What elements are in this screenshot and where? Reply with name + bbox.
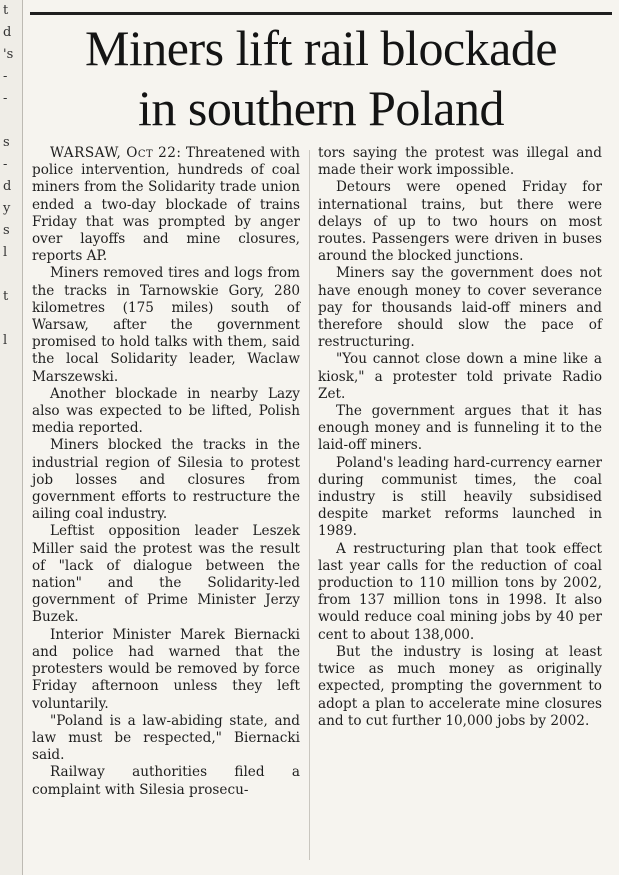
- margin-fragment: y: [3, 201, 11, 216]
- margin-fragment: [0, 374, 22, 396]
- margin-fragment: s: [3, 135, 10, 150]
- margin-fragment: -: [3, 157, 8, 172]
- headline-line-2: in southern Poland: [138, 80, 504, 136]
- dateline: WARSAW, Oct 22:: [50, 145, 182, 161]
- margin-fragment: [0, 638, 22, 660]
- paragraph: Railway authorities filed a complaint with Silesia prosecu-: [32, 764, 300, 798]
- margin-fragment: [0, 616, 22, 638]
- margin-fragment: [0, 726, 22, 748]
- paragraph: Poland's leading hard-currency earner during communist times, the coal industry is still heavily subsidised despite market reforms launched in 1989.: [318, 454, 602, 540]
- paragraph: tors saying the protest was illegal and made their work impossible.: [318, 145, 602, 179]
- paragraph: Miners removed tires and logs from the tracks in Tarnowskie Gory, 280 kilometres (175 miles) south of Warsaw, after the government promised to hold talks with them, said the local Solidarity leader, Waclaw Marszewski.: [32, 265, 300, 385]
- paragraph: A restructuring plan that took effect last year calls for the reduction of coal production to 110 million tons by 2002, from 137 million tons in 1998. It also would reduce coal mining jobs by 40 per cent to about 138,000.: [318, 540, 602, 643]
- margin-fragment: [0, 792, 22, 814]
- headline: [30, 18, 612, 138]
- top-rule: [30, 12, 612, 15]
- margin-fragment: [0, 594, 22, 616]
- margin-fragment: l: [3, 245, 8, 260]
- paragraph: "You cannot close down a mine like a kiosk," a protester told private Radio Zet.: [318, 351, 602, 402]
- margin-fragment: [0, 814, 22, 836]
- headline-line-1: Miners lift rail blockade: [84, 20, 558, 76]
- paragraph: But the industry is losing at least twice as much money as originally expected, prompting the government to adopt a plan to accelerate mine closures and to cut further 10,000 jobs by 2002.: [318, 643, 602, 729]
- article-column-left: [32, 145, 300, 799]
- margin-fragment: [0, 572, 22, 594]
- margin-fragment: [0, 660, 22, 682]
- margin-fragment: [0, 506, 22, 528]
- margin-fragment: [0, 110, 22, 132]
- margin-fragment: -: [3, 91, 8, 106]
- margin-fragment: t: [3, 3, 9, 18]
- column-divider: [309, 150, 310, 860]
- margin-fragment: [0, 528, 22, 550]
- margin-fragment: [0, 264, 22, 286]
- margin-fragment: [0, 682, 22, 704]
- paragraph-text: Threatened with police intervention, hundreds of coal miners from the Solidarity trade union ended a two-day blockade of trains Friday that was prompted by anger over layoffs and mine closures, reports AP.: [32, 145, 300, 265]
- paragraph: Miners say the government does not have enough money to cover severance pay for thousands laid-off miners and therefore should slow the pace of restructuring.: [318, 265, 602, 351]
- margin-fragment: [0, 352, 22, 374]
- article-column-right: [318, 145, 602, 730]
- paragraph: [32, 145, 300, 265]
- paragraph: Detours were opened Friday for international trains, but there were delays of up to two hours on most routes. Passengers were driven in buses around the blocked junctions.: [318, 179, 602, 265]
- paragraph: "Poland is a law-abiding state, and law must be respected," Biernacki said.: [32, 712, 300, 764]
- paragraph: The government argues that it has enough money and is funneling it to the laid-off miners.: [318, 403, 602, 454]
- paragraph: Interior Minister Marek Biernacki and police had warned that the protesters would be removed by force Friday afternoon unless they left voluntarily.: [32, 626, 300, 712]
- paragraph: Leftist opposition leader Leszek Miller said the protest was the result of "lack of dialogue between the nation" and the Solidarity-led government of Prime Minister Jerzy Buzek.: [32, 523, 300, 626]
- margin-fragment: l: [3, 333, 8, 348]
- margin-fragment: d: [3, 25, 12, 40]
- margin-fragment: t: [3, 289, 9, 304]
- adjacent-column-fragments: [0, 0, 23, 875]
- margin-fragment: [0, 462, 22, 484]
- margin-fragment: [0, 704, 22, 726]
- margin-fragment: [0, 748, 22, 770]
- margin-fragment: -: [3, 69, 8, 84]
- margin-fragment: 's: [3, 47, 14, 62]
- margin-fragment: [0, 308, 22, 330]
- margin-fragment: [0, 550, 22, 572]
- margin-fragment: [0, 418, 22, 440]
- paragraph: Miners blocked the tracks in the industrial region of Silesia to protest job losses and closures from government efforts to restructure the ailing coal industry.: [32, 437, 300, 523]
- margin-fragment: [0, 440, 22, 462]
- margin-fragment: [0, 484, 22, 506]
- margin-fragment: [0, 396, 22, 418]
- margin-fragment: d: [3, 179, 12, 194]
- margin-fragment: [0, 770, 22, 792]
- paragraph: Another blockade in nearby Lazy also was expected to be lifted, Polish media reported.: [32, 385, 300, 437]
- margin-fragment: s: [3, 223, 10, 238]
